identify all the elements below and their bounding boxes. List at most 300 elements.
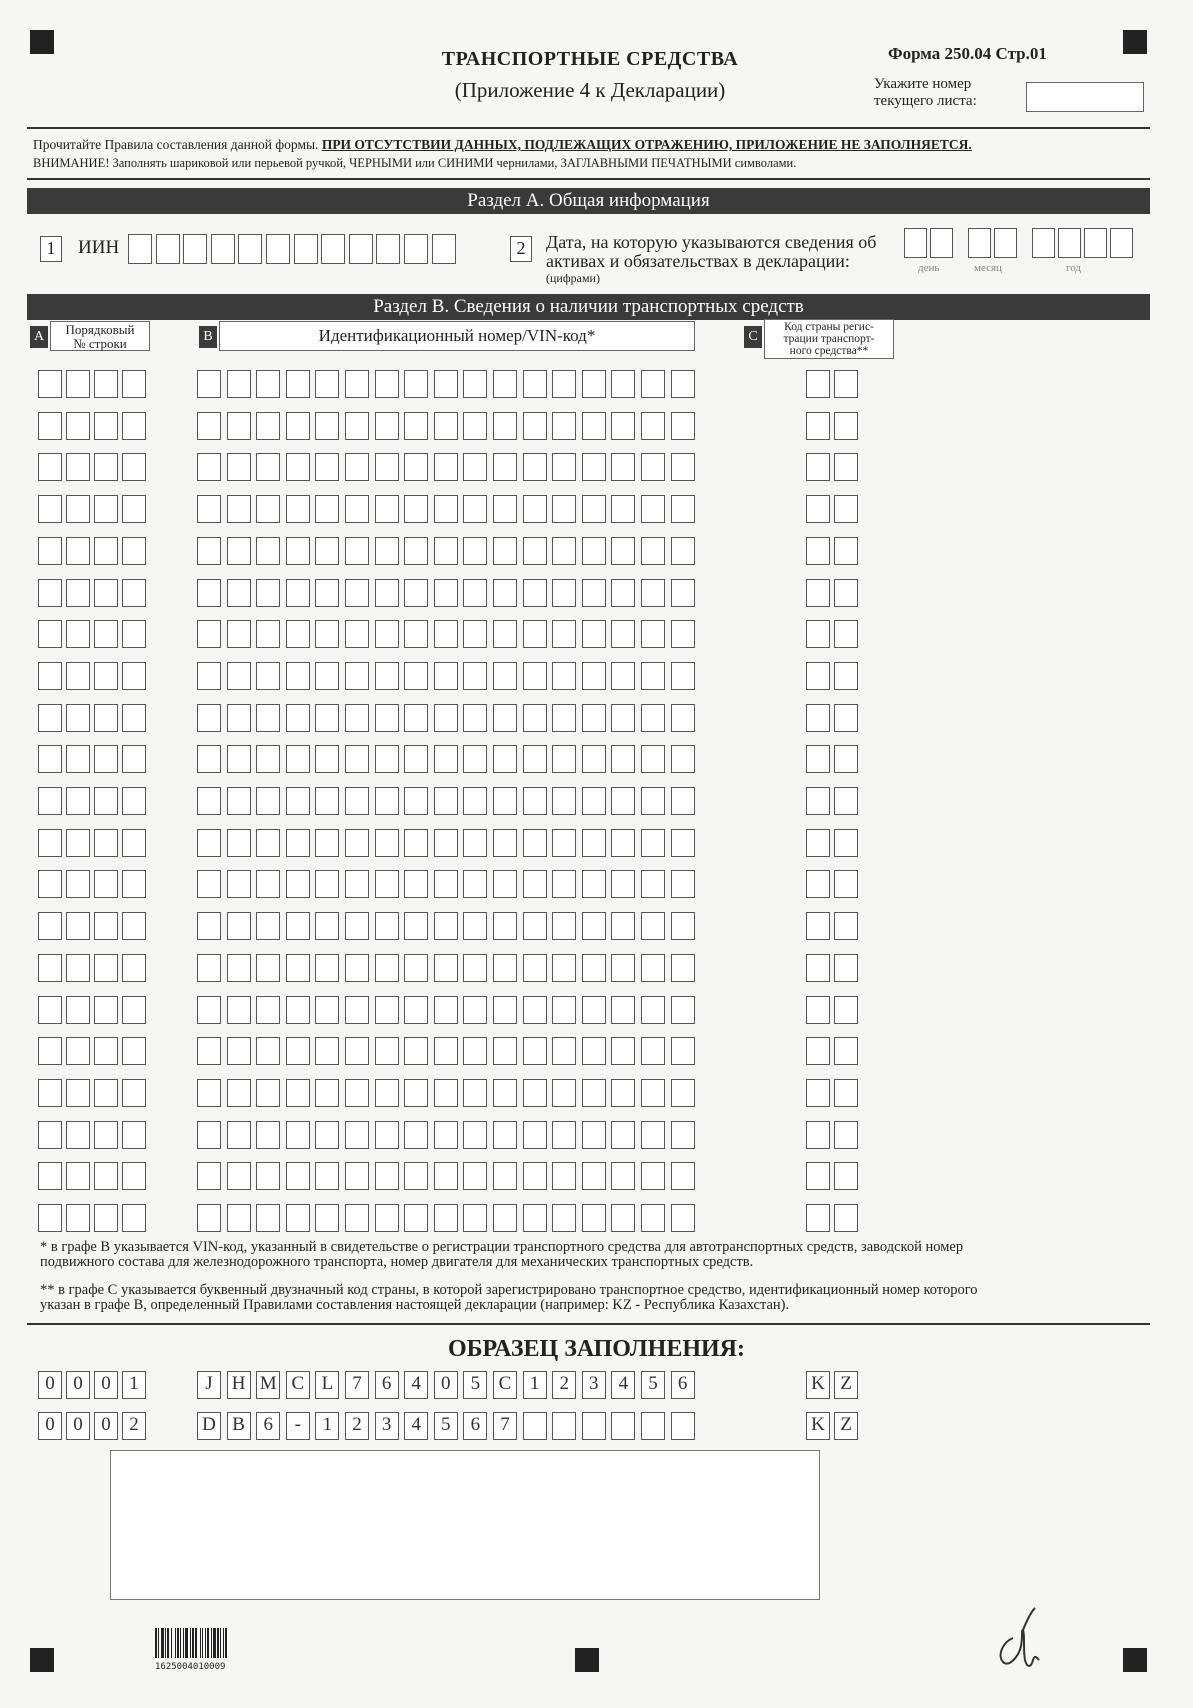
vin-cell[interactable] (315, 1204, 339, 1232)
vin-cell[interactable] (345, 912, 369, 940)
country-code-cell[interactable] (806, 1037, 830, 1065)
country-code-cell[interactable] (806, 996, 830, 1024)
vin-cell[interactable] (404, 662, 428, 690)
row-number-cell[interactable] (66, 787, 90, 815)
vin-cell[interactable] (493, 537, 517, 565)
country-code-cell[interactable] (834, 1162, 858, 1190)
country-code-cell[interactable] (834, 787, 858, 815)
row-number-cell[interactable] (66, 579, 90, 607)
vin-cell[interactable] (315, 579, 339, 607)
vin-cell[interactable] (611, 870, 635, 898)
vin-cell[interactable] (345, 1204, 369, 1232)
vin-cell[interactable] (434, 412, 458, 440)
country-code-cell[interactable] (834, 579, 858, 607)
vin-cell[interactable] (375, 1162, 399, 1190)
row-number-cell[interactable] (122, 996, 146, 1024)
row-number-cell[interactable] (38, 829, 62, 857)
row-number-cell[interactable] (94, 1162, 118, 1190)
vin-cell[interactable] (345, 954, 369, 982)
row-number-cell[interactable] (94, 620, 118, 648)
vin-cell[interactable] (611, 704, 635, 732)
vin-cell[interactable] (227, 370, 251, 398)
vin-cell[interactable] (641, 412, 665, 440)
row-number-cell[interactable] (38, 370, 62, 398)
country-code-cell[interactable] (806, 704, 830, 732)
vin-cell[interactable] (345, 745, 369, 773)
vin-cell[interactable] (671, 912, 695, 940)
row-number-cell[interactable] (122, 954, 146, 982)
vin-cell[interactable] (256, 996, 280, 1024)
vin-cell[interactable] (197, 620, 221, 648)
vin-cell[interactable] (227, 1162, 251, 1190)
vin-cell[interactable] (493, 954, 517, 982)
row-number-cell[interactable] (94, 579, 118, 607)
vin-cell[interactable] (434, 1121, 458, 1149)
vin-cell[interactable] (611, 829, 635, 857)
row-number-cell[interactable] (122, 745, 146, 773)
vin-cell[interactable] (671, 537, 695, 565)
vin-cell[interactable] (552, 912, 576, 940)
country-code-cell[interactable] (834, 704, 858, 732)
vin-cell[interactable] (641, 1121, 665, 1149)
row-number-cell[interactable] (122, 1162, 146, 1190)
vin-cell[interactable] (493, 579, 517, 607)
vin-cell[interactable] (315, 996, 339, 1024)
vin-cell[interactable] (434, 1037, 458, 1065)
vin-cell[interactable] (256, 954, 280, 982)
vin-cell[interactable] (523, 495, 547, 523)
row-number-cell[interactable] (66, 954, 90, 982)
vin-cell[interactable] (286, 579, 310, 607)
vin-cell[interactable] (345, 662, 369, 690)
vin-cell[interactable] (315, 704, 339, 732)
row-number-cell[interactable] (94, 412, 118, 440)
vin-cell[interactable] (463, 537, 487, 565)
row-number-cell[interactable] (122, 370, 146, 398)
vin-cell[interactable] (227, 579, 251, 607)
row-number-cell[interactable] (122, 1037, 146, 1065)
vin-cell[interactable] (256, 912, 280, 940)
row-number-cell[interactable] (38, 662, 62, 690)
vin-cell[interactable] (641, 912, 665, 940)
row-number-cell[interactable] (122, 704, 146, 732)
vin-cell[interactable] (582, 1121, 606, 1149)
vin-cell[interactable] (434, 579, 458, 607)
vin-cell[interactable] (227, 912, 251, 940)
country-code-cell[interactable] (806, 579, 830, 607)
vin-cell[interactable] (345, 1037, 369, 1065)
vin-cell[interactable] (434, 704, 458, 732)
row-number-cell[interactable] (94, 495, 118, 523)
country-code-cell[interactable] (834, 870, 858, 898)
row-number-cell[interactable] (94, 662, 118, 690)
country-code-cell[interactable] (834, 1037, 858, 1065)
vin-cell[interactable] (256, 787, 280, 815)
vin-cell[interactable] (227, 1121, 251, 1149)
country-code-cell[interactable] (834, 412, 858, 440)
vin-cell[interactable] (611, 1204, 635, 1232)
vin-cell[interactable] (197, 579, 221, 607)
country-code-cell[interactable] (834, 370, 858, 398)
vin-cell[interactable] (641, 370, 665, 398)
country-code-cell[interactable] (806, 829, 830, 857)
vin-cell[interactable] (582, 620, 606, 648)
vin-cell[interactable] (256, 579, 280, 607)
vin-cell[interactable] (315, 662, 339, 690)
vin-cell[interactable] (227, 662, 251, 690)
vin-cell[interactable] (375, 620, 399, 648)
vin-cell[interactable] (227, 745, 251, 773)
country-code-cell[interactable] (806, 1204, 830, 1232)
vin-cell[interactable] (227, 1079, 251, 1107)
vin-cell[interactable] (552, 495, 576, 523)
vin-cell[interactable] (641, 662, 665, 690)
vin-cell[interactable] (345, 495, 369, 523)
vin-cell[interactable] (611, 620, 635, 648)
vin-cell[interactable] (345, 996, 369, 1024)
vin-cell[interactable] (345, 1079, 369, 1107)
vin-cell[interactable] (315, 370, 339, 398)
vin-cell[interactable] (641, 537, 665, 565)
vin-cell[interactable] (463, 453, 487, 481)
vin-cell[interactable] (404, 996, 428, 1024)
vin-cell[interactable] (434, 453, 458, 481)
vin-cell[interactable] (671, 1121, 695, 1149)
vin-cell[interactable] (256, 1079, 280, 1107)
vin-cell[interactable] (227, 620, 251, 648)
row-number-cell[interactable] (38, 912, 62, 940)
vin-cell[interactable] (375, 1037, 399, 1065)
vin-cell[interactable] (315, 537, 339, 565)
vin-cell[interactable] (404, 1162, 428, 1190)
vin-cell[interactable] (375, 996, 399, 1024)
row-number-cell[interactable] (122, 495, 146, 523)
vin-cell[interactable] (286, 912, 310, 940)
vin-cell[interactable] (611, 1079, 635, 1107)
vin-cell[interactable] (404, 495, 428, 523)
vin-cell[interactable] (315, 453, 339, 481)
vin-cell[interactable] (552, 1037, 576, 1065)
country-code-cell[interactable] (834, 1204, 858, 1232)
row-number-cell[interactable] (38, 704, 62, 732)
vin-cell[interactable] (375, 912, 399, 940)
row-number-cell[interactable] (94, 996, 118, 1024)
vin-cell[interactable] (315, 495, 339, 523)
vin-cell[interactable] (523, 662, 547, 690)
iin-cell[interactable] (294, 234, 318, 264)
vin-cell[interactable] (493, 370, 517, 398)
country-code-cell[interactable] (834, 745, 858, 773)
row-number-cell[interactable] (66, 537, 90, 565)
row-number-cell[interactable] (122, 412, 146, 440)
vin-cell[interactable] (197, 954, 221, 982)
vin-cell[interactable] (434, 912, 458, 940)
vin-cell[interactable] (404, 1037, 428, 1065)
vin-cell[interactable] (671, 620, 695, 648)
vin-cell[interactable] (523, 579, 547, 607)
vin-cell[interactable] (286, 1204, 310, 1232)
row-number-cell[interactable] (38, 787, 62, 815)
vin-cell[interactable] (641, 745, 665, 773)
vin-cell[interactable] (493, 870, 517, 898)
vin-cell[interactable] (197, 370, 221, 398)
vin-cell[interactable] (434, 996, 458, 1024)
vin-cell[interactable] (641, 829, 665, 857)
row-number-cell[interactable] (66, 662, 90, 690)
vin-cell[interactable] (434, 537, 458, 565)
country-code-cell[interactable] (806, 662, 830, 690)
vin-cell[interactable] (227, 787, 251, 815)
vin-cell[interactable] (523, 1121, 547, 1149)
vin-cell[interactable] (582, 1162, 606, 1190)
vin-cell[interactable] (671, 1079, 695, 1107)
vin-cell[interactable] (197, 870, 221, 898)
country-code-cell[interactable] (806, 1121, 830, 1149)
vin-cell[interactable] (582, 745, 606, 773)
vin-cell[interactable] (256, 829, 280, 857)
country-code-cell[interactable] (834, 912, 858, 940)
vin-cell[interactable] (671, 412, 695, 440)
vin-cell[interactable] (523, 1079, 547, 1107)
row-number-cell[interactable] (94, 787, 118, 815)
vin-cell[interactable] (523, 453, 547, 481)
row-number-cell[interactable] (122, 829, 146, 857)
vin-cell[interactable] (404, 620, 428, 648)
vin-cell[interactable] (227, 537, 251, 565)
vin-cell[interactable] (671, 787, 695, 815)
vin-cell[interactable] (582, 829, 606, 857)
row-number-cell[interactable] (66, 412, 90, 440)
vin-cell[interactable] (523, 829, 547, 857)
vin-cell[interactable] (315, 412, 339, 440)
vin-cell[interactable] (463, 745, 487, 773)
vin-cell[interactable] (641, 1162, 665, 1190)
row-number-cell[interactable] (38, 579, 62, 607)
vin-cell[interactable] (493, 704, 517, 732)
vin-cell[interactable] (582, 787, 606, 815)
vin-cell[interactable] (434, 620, 458, 648)
vin-cell[interactable] (375, 829, 399, 857)
vin-cell[interactable] (256, 537, 280, 565)
vin-cell[interactable] (641, 787, 665, 815)
vin-cell[interactable] (671, 704, 695, 732)
vin-cell[interactable] (227, 996, 251, 1024)
vin-cell[interactable] (582, 662, 606, 690)
vin-cell[interactable] (375, 954, 399, 982)
row-number-cell[interactable] (66, 996, 90, 1024)
vin-cell[interactable] (197, 412, 221, 440)
row-number-cell[interactable] (66, 745, 90, 773)
vin-cell[interactable] (434, 954, 458, 982)
vin-cell[interactable] (345, 370, 369, 398)
vin-cell[interactable] (523, 1204, 547, 1232)
row-number-cell[interactable] (122, 620, 146, 648)
iin-cell[interactable] (266, 234, 290, 264)
vin-cell[interactable] (434, 745, 458, 773)
vin-cell[interactable] (463, 412, 487, 440)
country-code-cell[interactable] (834, 537, 858, 565)
vin-cell[interactable] (286, 370, 310, 398)
vin-cell[interactable] (493, 1162, 517, 1190)
vin-cell[interactable] (611, 412, 635, 440)
row-number-cell[interactable] (122, 1079, 146, 1107)
row-number-cell[interactable] (38, 412, 62, 440)
vin-cell[interactable] (227, 704, 251, 732)
vin-cell[interactable] (286, 745, 310, 773)
vin-cell[interactable] (463, 829, 487, 857)
vin-cell[interactable] (671, 829, 695, 857)
vin-cell[interactable] (256, 870, 280, 898)
row-number-cell[interactable] (38, 870, 62, 898)
vin-cell[interactable] (641, 870, 665, 898)
country-code-cell[interactable] (806, 954, 830, 982)
vin-cell[interactable] (227, 412, 251, 440)
vin-cell[interactable] (197, 1037, 221, 1065)
vin-cell[interactable] (375, 870, 399, 898)
vin-cell[interactable] (197, 1204, 221, 1232)
row-number-cell[interactable] (66, 1037, 90, 1065)
vin-cell[interactable] (463, 1079, 487, 1107)
row-number-cell[interactable] (66, 704, 90, 732)
country-code-cell[interactable] (834, 620, 858, 648)
vin-cell[interactable] (434, 1079, 458, 1107)
row-number-cell[interactable] (66, 1204, 90, 1232)
row-number-cell[interactable] (94, 1079, 118, 1107)
country-code-cell[interactable] (806, 370, 830, 398)
vin-cell[interactable] (493, 996, 517, 1024)
vin-cell[interactable] (582, 370, 606, 398)
iin-cell[interactable] (128, 234, 152, 264)
vin-cell[interactable] (671, 996, 695, 1024)
vin-cell[interactable] (286, 453, 310, 481)
vin-cell[interactable] (256, 1162, 280, 1190)
vin-cell[interactable] (286, 787, 310, 815)
vin-cell[interactable] (523, 870, 547, 898)
vin-cell[interactable] (256, 1204, 280, 1232)
vin-cell[interactable] (434, 787, 458, 815)
vin-cell[interactable] (286, 996, 310, 1024)
country-code-cell[interactable] (806, 912, 830, 940)
vin-cell[interactable] (582, 704, 606, 732)
vin-cell[interactable] (641, 1037, 665, 1065)
vin-cell[interactable] (552, 954, 576, 982)
iin-cell[interactable] (349, 234, 373, 264)
row-number-cell[interactable] (94, 453, 118, 481)
vin-cell[interactable] (582, 1204, 606, 1232)
row-number-cell[interactable] (94, 1121, 118, 1149)
vin-cell[interactable] (463, 370, 487, 398)
vin-cell[interactable] (493, 912, 517, 940)
vin-cell[interactable] (375, 370, 399, 398)
row-number-cell[interactable] (94, 912, 118, 940)
vin-cell[interactable] (404, 370, 428, 398)
row-number-cell[interactable] (122, 1204, 146, 1232)
vin-cell[interactable] (256, 412, 280, 440)
vin-cell[interactable] (493, 495, 517, 523)
vin-cell[interactable] (552, 787, 576, 815)
row-number-cell[interactable] (66, 453, 90, 481)
vin-cell[interactable] (493, 1079, 517, 1107)
comments-box[interactable] (110, 1450, 820, 1600)
vin-cell[interactable] (582, 412, 606, 440)
vin-cell[interactable] (611, 954, 635, 982)
vin-cell[interactable] (434, 1204, 458, 1232)
date-cell[interactable] (1032, 228, 1055, 258)
vin-cell[interactable] (523, 787, 547, 815)
vin-cell[interactable] (671, 1162, 695, 1190)
vin-cell[interactable] (611, 1121, 635, 1149)
vin-cell[interactable] (197, 1121, 221, 1149)
row-number-cell[interactable] (94, 1204, 118, 1232)
vin-cell[interactable] (315, 1079, 339, 1107)
vin-cell[interactable] (345, 579, 369, 607)
vin-cell[interactable] (493, 787, 517, 815)
country-code-cell[interactable] (834, 1121, 858, 1149)
vin-cell[interactable] (315, 870, 339, 898)
vin-cell[interactable] (611, 370, 635, 398)
vin-cell[interactable] (315, 829, 339, 857)
vin-cell[interactable] (463, 870, 487, 898)
vin-cell[interactable] (197, 537, 221, 565)
vin-cell[interactable] (493, 1204, 517, 1232)
vin-cell[interactable] (345, 537, 369, 565)
vin-cell[interactable] (463, 704, 487, 732)
vin-cell[interactable] (345, 787, 369, 815)
vin-cell[interactable] (345, 1162, 369, 1190)
vin-cell[interactable] (552, 1204, 576, 1232)
vin-cell[interactable] (671, 954, 695, 982)
vin-cell[interactable] (641, 1079, 665, 1107)
vin-cell[interactable] (315, 1037, 339, 1065)
country-code-cell[interactable] (834, 954, 858, 982)
vin-cell[interactable] (641, 620, 665, 648)
vin-cell[interactable] (404, 537, 428, 565)
sheet-number-input[interactable] (1026, 82, 1144, 112)
vin-cell[interactable] (404, 704, 428, 732)
row-number-cell[interactable] (66, 1162, 90, 1190)
vin-cell[interactable] (493, 745, 517, 773)
vin-cell[interactable] (582, 1079, 606, 1107)
vin-cell[interactable] (375, 1079, 399, 1107)
row-number-cell[interactable] (122, 662, 146, 690)
vin-cell[interactable] (345, 412, 369, 440)
vin-cell[interactable] (345, 870, 369, 898)
row-number-cell[interactable] (94, 745, 118, 773)
vin-cell[interactable] (345, 620, 369, 648)
vin-cell[interactable] (641, 1204, 665, 1232)
vin-cell[interactable] (552, 370, 576, 398)
vin-cell[interactable] (197, 662, 221, 690)
iin-cell[interactable] (183, 234, 207, 264)
vin-cell[interactable] (256, 1121, 280, 1149)
country-code-cell[interactable] (834, 453, 858, 481)
vin-cell[interactable] (463, 495, 487, 523)
vin-cell[interactable] (463, 662, 487, 690)
country-code-cell[interactable] (806, 495, 830, 523)
vin-cell[interactable] (582, 1037, 606, 1065)
vin-cell[interactable] (197, 829, 221, 857)
vin-cell[interactable] (552, 1162, 576, 1190)
vin-cell[interactable] (552, 745, 576, 773)
vin-cell[interactable] (552, 579, 576, 607)
vin-cell[interactable] (256, 704, 280, 732)
vin-cell[interactable] (404, 787, 428, 815)
row-number-cell[interactable] (38, 1204, 62, 1232)
vin-cell[interactable] (375, 662, 399, 690)
vin-cell[interactable] (523, 620, 547, 648)
vin-cell[interactable] (375, 745, 399, 773)
vin-cell[interactable] (493, 662, 517, 690)
